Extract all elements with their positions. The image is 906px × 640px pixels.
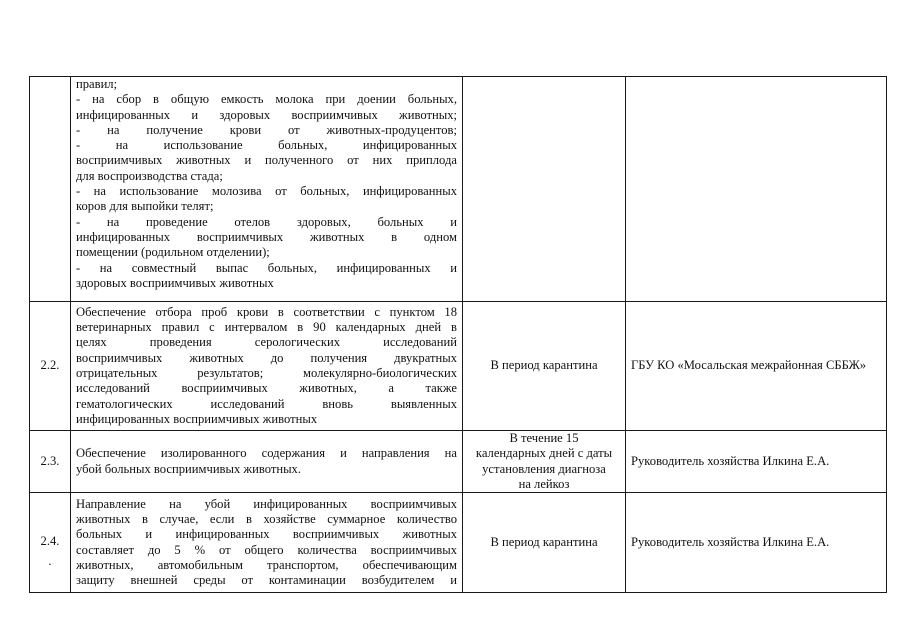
measure-line: защиту внешней среды от контаминации возбудителем и	[76, 573, 457, 588]
measure-line: восприимчивых животных и полученного от них приплода	[76, 153, 457, 168]
measure-line: восприимчивых животных до получения двукратных	[76, 350, 457, 365]
row-number: 2.3.	[30, 431, 71, 493]
row-number: 2.2.	[30, 302, 71, 431]
quarantine-measures-table	[29, 76, 887, 593]
measure-line: больных и инфицированных восприимчивых животных	[76, 527, 457, 542]
row-number	[30, 77, 71, 302]
term-cell: В период карантина	[463, 493, 626, 593]
measure-line: инфицированных и здоровых восприимчивых животных;	[76, 107, 457, 122]
measure-line: правил;	[76, 77, 118, 91]
measure-line: коров для выпойки телят;	[76, 199, 214, 214]
term-cell	[463, 77, 626, 302]
responsible-cell: Руководитель хозяйства Илкина Е.А.	[626, 493, 887, 593]
row-number-text: 2.4.	[40, 534, 60, 549]
measure-line: - на использование больных, инфицированных	[76, 138, 457, 153]
measure-line: здоровых восприимчивых животных	[76, 275, 274, 290]
measure-line: отрицательных результатов; молекулярно-биологических	[76, 366, 457, 380]
measure-line: инфицированных восприимчивых животных в одном	[76, 229, 457, 244]
measure-line: Обеспечение отбора проб крови в соответствии с пунктом 18	[76, 304, 457, 319]
measure-line: ветеринарных правил с интервалом в 90 календарных дней в	[76, 320, 457, 335]
measure-text	[71, 493, 463, 593]
measure-text	[71, 77, 463, 302]
term-line: на лейкоз	[518, 476, 570, 491]
term-cell: В период карантина	[463, 302, 626, 431]
responsible-cell	[626, 77, 887, 302]
term-line: календарных дней с даты	[475, 446, 613, 461]
measure-line: Направление на убой инфицированных восприимчивых	[76, 496, 457, 511]
measure-line: убой больных восприимчивых животных.	[76, 461, 301, 476]
measure-line: инфицированных восприимчивых животных	[76, 411, 318, 426]
measure-line: животных в случае, если в хозяйстве суммарное количество	[76, 512, 457, 527]
term-line: В течение 15	[509, 431, 579, 445]
measure-line: животных, автомобильным транспортом, обеспечивающим	[76, 557, 457, 572]
row-number-mark: .	[48, 554, 52, 569]
measure-line: - на совместный выпас больных, инфицированных и	[76, 260, 457, 275]
measure-line: исследований восприимчивых животных, а также	[76, 381, 457, 396]
row-number	[30, 493, 71, 593]
measure-text	[71, 431, 463, 493]
measure-text	[71, 302, 463, 431]
measure-line: - на сбор в общую емкость молока при доении больных,	[76, 92, 457, 107]
term-line: установления диагноза	[482, 461, 606, 476]
measure-line: - на проведение отелов здоровых, больных и	[76, 214, 457, 229]
measure-line: Обеспечение изолированного содержания и направления на	[76, 446, 457, 461]
measure-line: целях проведения серологических исследований	[76, 335, 457, 350]
responsible-cell: Руководитель хозяйства Илкина Е.А.	[626, 431, 887, 493]
table-row	[30, 431, 887, 493]
table-row	[30, 77, 887, 302]
measure-line: - на получение крови от животных-продуцентов;	[76, 122, 457, 137]
measure-line: - на использование молозива от больных, инфицированных	[76, 184, 457, 199]
measure-line: составляет до 5 % от общего количества восприимчивых	[76, 542, 457, 557]
responsible-cell: ГБУ КО «Мосальская межрайонная СББЖ»	[626, 302, 887, 431]
measure-line: гематологических исследований вновь выявленных	[76, 396, 457, 411]
table-row	[30, 302, 887, 431]
measure-line: для воспроизводства стада;	[76, 168, 223, 183]
term-cell	[463, 431, 626, 493]
table-row	[30, 493, 887, 593]
measure-line: помещении (родильном отделении);	[76, 245, 270, 260]
